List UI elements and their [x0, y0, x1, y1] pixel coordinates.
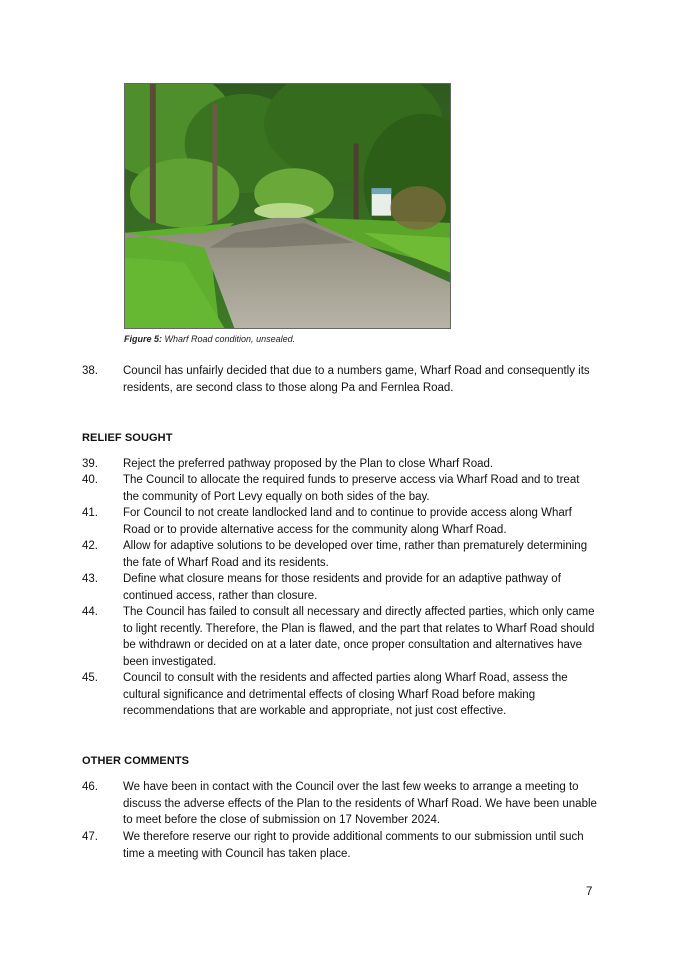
- paragraph-number: 39.: [82, 458, 98, 470]
- paragraph-number: 41.: [82, 507, 98, 519]
- paragraph-text: We have been in contact with the Council over the last few weeks to arrange a meeting to discuss the adverse effects of the Plan to the residents of Wharf Road. We have been unable to meet before the close of submission on 17 November 2024.: [123, 781, 597, 826]
- paragraph-number: 44.: [82, 606, 98, 618]
- paragraph-number: 40.: [82, 474, 98, 486]
- paragraph-number: 47.: [82, 831, 98, 843]
- page-number: 7: [586, 886, 593, 898]
- paragraph-number: 46.: [82, 781, 98, 793]
- paragraph-text: Allow for adaptive solutions to be developed over time, rather than prematurely determining the fate of Wharf Road and its residents.: [123, 540, 588, 569]
- paragraph-text: We therefore reserve our right to provide additional comments to our submission until such time a meeting with Council has taken place.: [123, 831, 584, 860]
- paragraph-text: Council has unfairly decided that due to a numbers game, Wharf Road and consequently its residents, are second class to those along Pa and Fernlea Road.: [123, 365, 590, 394]
- paragraph-text: Reject the preferred pathway proposed by the Plan to close Wharf Road.: [123, 458, 494, 470]
- paragraph-number: 43.: [82, 573, 98, 585]
- figure-caption-text: Wharf Road condition, unsealed.: [162, 334, 296, 344]
- figure-caption: [124, 334, 295, 344]
- paragraph-text: For Council to not create landlocked land and to continue to provide access along Wharf Road or to provide alternative access for the community along Wharf Road.: [123, 507, 572, 536]
- paragraph-text: The Council to allocate the required funds to preserve access via Wharf Road and to treat the community of Port Levy equally on both sides of the bay.: [123, 474, 580, 503]
- other-comments-heading: OTHER COMMENTS: [82, 755, 190, 767]
- figure-caption-label: Figure 5:: [124, 334, 163, 344]
- paragraph-text: The Council has failed to consult all necessary and directly affected parties, which only came to light recently. Therefore, the Plan is flawed, and the part that relates to Wharf Road should be withdrawn or decided on at a later date, once proper consultation and alternatives have been investigated.: [123, 606, 595, 668]
- paragraph-number: 45.: [82, 672, 98, 684]
- paragraph-text: Define what closure means for those residents and provide for an adaptive pathway of continued access, rather than closure.: [123, 573, 561, 602]
- paragraph-text: Council to consult with the residents and affected parties along Wharf Road, assess the cultural significance and detrimental effects of closing Wharf Road before making recommendations that are workable and appropriate, not just cost effective.: [123, 672, 568, 717]
- wharf-road-photo: [124, 83, 451, 329]
- paragraph-number: 38.: [82, 365, 98, 377]
- relief-sought-heading: RELIEF SOUGHT: [82, 432, 173, 444]
- paragraph-number: 42.: [82, 540, 98, 552]
